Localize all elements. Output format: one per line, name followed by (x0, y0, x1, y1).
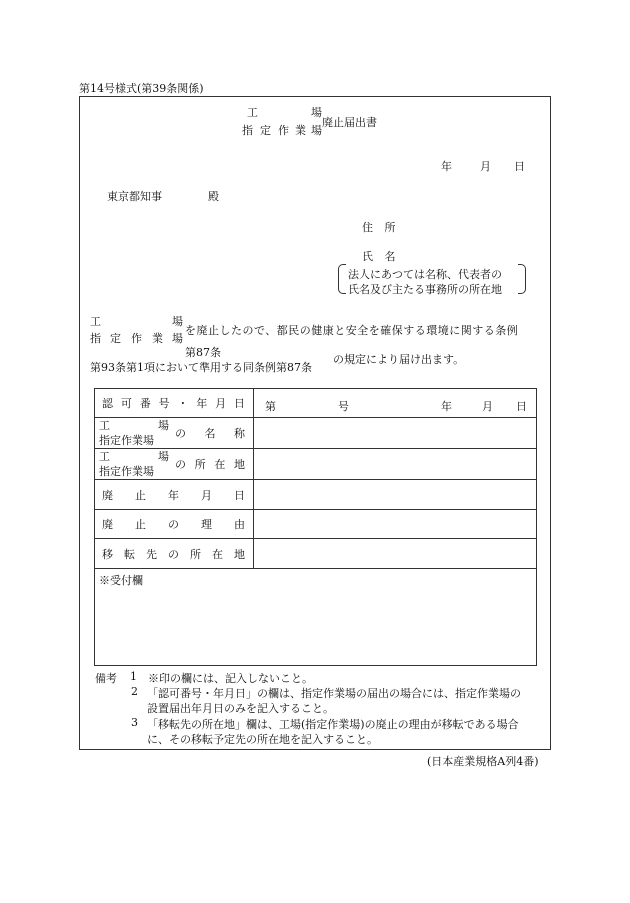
remark-2-text-line1: 「認可番号・年月日」の欄は、指定作業場の届出の場合には、指定作業場の (147, 687, 521, 700)
label-char: 先 (146, 547, 157, 561)
stack-kou: 工 (99, 450, 110, 463)
permit-char: 年 (196, 397, 208, 410)
label-char: 在 (214, 458, 226, 471)
row-abolition-date (95, 480, 537, 510)
label-char: 年 (168, 488, 179, 502)
label-facility-location (95, 449, 254, 480)
title-ba: 場 (311, 106, 322, 119)
label-facility-name (95, 418, 254, 449)
corporate-note (338, 264, 526, 294)
permit-month: 月 (482, 400, 493, 413)
permit-char: ・ (177, 397, 189, 410)
stack-kou: 工 (99, 419, 110, 432)
label-char: 転 (124, 547, 135, 561)
abolition-date-field[interactable] (254, 480, 537, 510)
document-title: 廃止届出書 (322, 116, 377, 129)
label-permit (95, 389, 254, 418)
permit-go: 号 (338, 400, 349, 413)
title-jou: 場 (311, 124, 322, 137)
label-char: 由 (234, 518, 245, 531)
title-shi: 指 (242, 124, 253, 137)
form-table (94, 388, 537, 666)
label-char: 所 (194, 458, 206, 471)
label-char: 止 (135, 488, 146, 502)
label-char: 地 (234, 547, 245, 561)
stack-shitei: 指定作業場 (99, 434, 154, 447)
addressee: 東京都知事 (107, 190, 162, 203)
label-char: 月 (201, 488, 212, 502)
label-char: 日 (234, 488, 245, 502)
row-receipt (95, 569, 537, 666)
permit-value-field[interactable] (254, 389, 537, 418)
date-year-label: 年 (441, 160, 452, 173)
label-char: 地 (233, 458, 245, 471)
label-char: 在 (212, 547, 223, 561)
article-93: 第93条第1項において準用する同条例第87条 (90, 361, 312, 374)
body-text: を廃止したので、都民の健康と安全を確保する環境に関する条例 (185, 324, 519, 337)
left-bracket (338, 264, 346, 294)
body-tei: 定 (110, 332, 121, 345)
relocation-address-field[interactable] (254, 539, 537, 569)
permit-char: 可 (120, 397, 132, 410)
permit-day: 日 (516, 400, 527, 413)
permit-year: 年 (441, 400, 452, 413)
remark-2-text-line2: 設置届出年月日のみを記入すること。 (147, 702, 334, 715)
body-jou: 場 (172, 332, 183, 345)
body-kou: 工 (90, 315, 101, 328)
remark-1-text: ※印の欄には、記入しないこと。 (148, 672, 313, 685)
label-char: の (168, 547, 179, 561)
label-char: の (168, 518, 179, 531)
label-char: 止 (135, 518, 146, 531)
receipt-field (95, 569, 537, 666)
remarks-heading: 備考 (95, 672, 117, 685)
abolition-reason-field[interactable] (254, 510, 537, 539)
right-bracket (518, 264, 526, 294)
label-char: 称 (234, 427, 245, 440)
row-abolition-reason (95, 510, 537, 539)
facility-type-stack (99, 449, 169, 479)
facility-name-field[interactable] (254, 418, 537, 449)
title-gyou: 業 (295, 124, 306, 137)
title-saku: 作 (278, 124, 289, 137)
article-87: 第87条 (185, 346, 221, 359)
date-day-label: 日 (514, 160, 525, 173)
remark-3-number: 3 (131, 716, 138, 729)
row-facility-name (95, 418, 537, 449)
honorific: 殿 (208, 190, 219, 203)
receipt-label: ※受付欄 (99, 574, 143, 587)
corporate-note-line2: 氏名及び主たる事務所の所在地 (348, 283, 502, 296)
remark-2-number: 2 (131, 685, 138, 698)
remark-1-number: 1 (130, 670, 137, 683)
label-char: の (175, 458, 186, 471)
date-month-label: 月 (480, 160, 491, 173)
paper-size-note: (日本産業規格A列4番) (427, 755, 539, 768)
permit-char: 号 (158, 397, 170, 410)
row-permit (95, 389, 537, 418)
label-char: 名 (204, 427, 216, 440)
stack-ba: 場 (158, 419, 169, 432)
permit-char: 日 (233, 397, 245, 410)
row-relocation-address (95, 539, 537, 569)
corporate-note-line1: 法人にあつては名称、代表者の (348, 268, 502, 281)
stack-shitei: 指定作業場 (99, 465, 154, 478)
label-char: 理 (201, 518, 212, 531)
permit-char: 番 (139, 397, 151, 410)
label-char: 廃 (102, 488, 113, 502)
label-relocation-address (95, 539, 254, 569)
remark-3-text-line2: に、その移転予定先の所在地を記入すること。 (147, 733, 378, 746)
label-abolition-reason (95, 510, 254, 539)
permit-dai: 第 (265, 400, 276, 413)
stack-ba: 場 (158, 450, 169, 463)
provision-text: の規定により届け出ます。 (333, 353, 465, 366)
body-shi: 指 (90, 332, 101, 345)
label-char: の (175, 427, 186, 440)
label-char: 移 (102, 547, 113, 561)
body-ba: 場 (172, 315, 183, 328)
title-kou: 工 (247, 106, 258, 119)
name-label: 氏 名 (362, 250, 400, 263)
form-number: 第14号様式(第39条関係) (79, 82, 204, 95)
body-gyou: 業 (152, 332, 163, 345)
title-tei: 定 (260, 124, 271, 137)
permit-char: 月 (215, 397, 227, 410)
remark-3-text-line1: 「移転先の所在地」欄は、工場(指定作業場)の廃止の理由が移転である場合 (147, 718, 519, 731)
label-abolition-date (95, 480, 254, 510)
facility-location-field[interactable] (254, 449, 537, 480)
facility-type-stack (99, 418, 169, 448)
address-label: 住 所 (362, 221, 400, 234)
permit-char: 認 (102, 397, 113, 410)
label-char: 廃 (102, 518, 113, 531)
body-saku: 作 (131, 332, 142, 345)
label-char: 所 (190, 547, 201, 561)
title-stack (170, 104, 320, 144)
row-facility-location (95, 449, 537, 480)
